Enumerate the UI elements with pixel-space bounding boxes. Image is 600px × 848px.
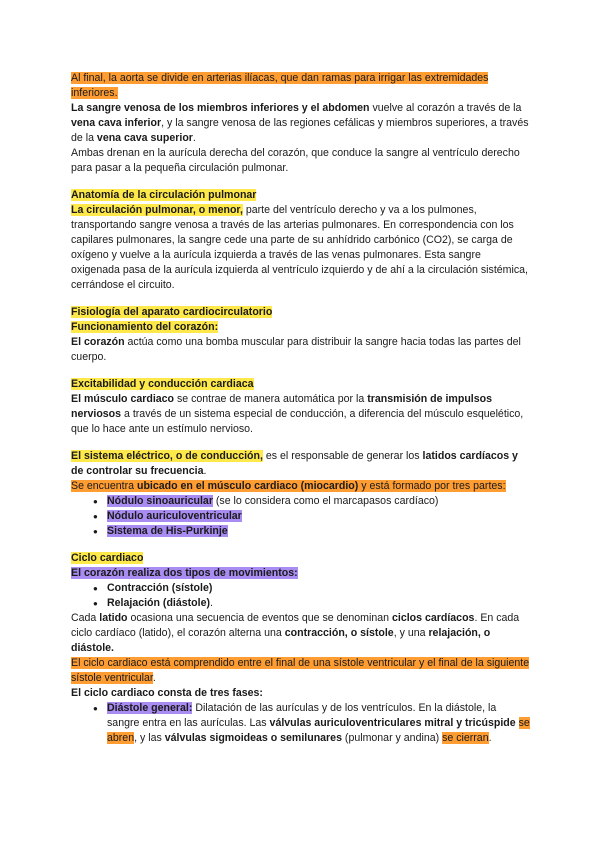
spacer	[71, 437, 531, 449]
list-item	[93, 509, 531, 524]
paragraph-cada-latido	[71, 611, 531, 656]
text-span: Cada	[71, 612, 100, 624]
text-span: parte del ventrículo derecho y va a los pulmones, transportando sangre venosa a través de las arterias pulmonares. En correspondencia con los capilares pulmonares, la sangre cede una parte de su anhídrido carbónico (CO2), se carga de oxígeno y vuelve a la aurícula izquierda a través de las venas pulmonares. Esta sangre oxigenada pasa de la aurícula izquierda al ventrículo izquierdo y de ahí a la circulación sistémica, cerrándose el circuito.	[71, 204, 528, 291]
document-content	[71, 71, 531, 746]
bold-sangre-venosa: La sangre venosa de los miembros inferiores y el abdomen	[71, 102, 370, 114]
heading-ciclo-cardiaco	[71, 551, 531, 566]
subheading-movimientos	[71, 566, 531, 581]
list-movimientos	[71, 581, 531, 611]
bold-transmision-impulsos: transmisión de impulsos nerviosos	[71, 393, 492, 420]
bold-tres-fases: El ciclo cardiaco consta de tres fases:	[71, 687, 263, 699]
paragraph-sangre-venosa	[71, 101, 531, 146]
list-item	[93, 596, 531, 611]
text-span: y está formado por tres partes:	[358, 480, 506, 492]
heading-excitabilidad	[71, 377, 531, 392]
bold-valvulas-av: válvulas auriculoventriculares mitral y tricúspide	[269, 717, 516, 729]
spacer	[71, 539, 531, 551]
bold-vena-cava-superior: vena cava superior	[96, 132, 193, 144]
bold-latidos-cardiacos: latidos cardíacos y de controlar su frecuencia	[71, 450, 518, 477]
text-span: .	[210, 597, 213, 609]
spacer	[71, 176, 531, 188]
paragraph-musculo-cardiaco	[71, 392, 531, 437]
bold-musculo-cardiaco: El músculo cardiaco	[71, 393, 175, 405]
list-fases	[71, 701, 531, 746]
paragraph-ciclo-comprendido	[71, 656, 531, 686]
heading-fisiologia	[71, 305, 531, 320]
text-span: ocasiona una secuencia de eventos que se denominan	[127, 612, 392, 624]
paragraph-tres-fases	[71, 686, 531, 701]
highlight-ciclo-comprendido: El ciclo cardiaco está comprendido entre el final de una sístole ventricular y el final de la siguiente sístole ventricular	[71, 657, 530, 684]
text-span: .	[488, 732, 492, 744]
paragraph-circulacion-pulmonar	[71, 203, 531, 293]
paragraph-sistema-electrico	[71, 449, 531, 479]
text-span: .	[192, 132, 196, 144]
paragraph-aorta	[71, 71, 531, 101]
bold-contraccion-sistole: contracción, o sístole	[284, 627, 394, 639]
text-span: vuelve al corazón a través de la	[369, 102, 522, 114]
subheading-funcionamiento	[71, 320, 531, 335]
highlight-se-abren: se abren	[107, 717, 530, 744]
bold-relajacion-diastole: relajación, o diástole.	[71, 627, 491, 654]
list-item	[93, 581, 531, 596]
subheading-text: Funcionamiento del corazón:	[71, 321, 219, 333]
highlight-aorta: Al final, la aorta se divide en arterias ilíacas, que dan ramas para irrigar las extremidades inferiores.	[71, 72, 489, 99]
text-span: Dilatación de las aurículas y de los ventrículos. En la diástole, la sangre entra en las aurículas. Las	[107, 702, 497, 729]
heading-text: Anatomía de la circulación pulmonar	[71, 189, 257, 201]
bold-latido: latido	[99, 612, 128, 624]
bold-sistema-electrico: El sistema eléctrico, o de conducción,	[71, 450, 263, 462]
text-span: es el responsable de generar los	[262, 450, 423, 462]
bold-ubicado-miocardio: ubicado en el músculo cardiaco (miocardio)	[136, 480, 359, 492]
paragraph-ambas-drenan: Ambas drenan en la aurícula derecha del corazón, que conduce la sangre al ventrículo derecho para pasar a la pequeña circulación pulmonar.	[71, 147, 520, 174]
text-span: (se lo considera como el marcapasos cardíaco)	[212, 495, 439, 507]
highlight-ubicacion	[71, 480, 506, 492]
text-span: .	[152, 672, 156, 684]
heading-text: Fisiología del aparato cardiocirculatorio	[71, 306, 273, 318]
heading-circulacion-pulmonar	[71, 188, 531, 203]
highlight-nodulo-sinoauricular: Nódulo sinoauricular	[107, 495, 213, 507]
text-span: se contrae de manera automática por la	[174, 393, 368, 405]
bold-contraccion: Contracción (sístole)	[107, 582, 213, 594]
highlight-diastole-general: Diástole general:	[107, 702, 193, 714]
text-span: . En cada ciclo cardíaco (latido), el corazón alterna una	[71, 612, 520, 639]
text-span: , y una	[393, 627, 429, 639]
text-span: , y las	[134, 732, 165, 744]
bold-relajacion: Relajación (diástole)	[107, 597, 211, 609]
list-item	[93, 494, 531, 509]
paragraph-corazon-bomba	[71, 335, 531, 365]
highlight-sistema-his-purkinje: Sistema de His-Purkinje	[107, 525, 228, 537]
highlight-nodulo-auriculoventricular: Nódulo auriculoventricular	[107, 510, 242, 522]
bold-vena-cava-inferior: vena cava inferior	[71, 117, 162, 129]
text-span: Se encuentra	[71, 480, 137, 492]
heading-text: Excitabilidad y conducción cardiaca	[71, 378, 254, 390]
paragraph-ubicacion	[71, 479, 531, 494]
highlight-se-cierran: se cierran	[442, 732, 489, 744]
bold-circulacion-pulmonar: La circulación pulmonar, o menor,	[71, 204, 243, 216]
text-span: (pulmonar y andina)	[341, 732, 443, 744]
bold-valvulas-sigmoideas: válvulas sigmoideas o semilunares	[164, 732, 342, 744]
text-span: .	[203, 465, 207, 477]
bold-el-corazon: El corazón	[71, 336, 125, 348]
heading-text: Ciclo cardiaco	[71, 552, 144, 564]
list-partes-conduccion	[71, 494, 531, 539]
list-item	[93, 524, 531, 539]
list-item	[93, 701, 531, 746]
text-span: a través de un sistema especial de conducción, a diferencia del músculo esquelético, que lo hace ante un estímulo nervioso.	[71, 408, 524, 435]
subheading-text: El corazón realiza dos tipos de movimientos:	[71, 567, 298, 579]
spacer	[71, 293, 531, 305]
bold-ciclos-cardiacos: ciclos cardíacos	[391, 612, 475, 624]
text-span: , y la sangre venosa de las regiones cefálicas y miembros superiores, a través de la	[71, 117, 529, 144]
spacer	[71, 365, 531, 377]
text-span: actúa como una bomba muscular para distribuir la sangre hacia todas las partes del cuerpo.	[71, 336, 521, 363]
